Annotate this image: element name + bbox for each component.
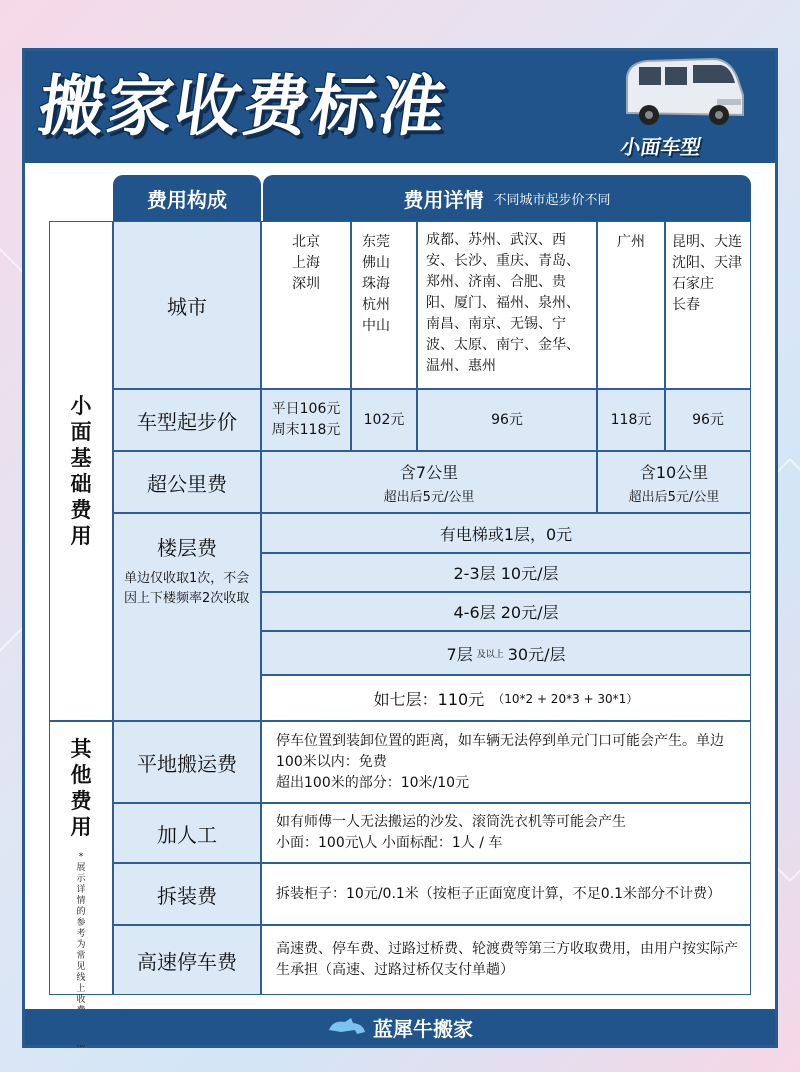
other-label-cell <box>113 925 261 995</box>
other-label-cell <box>113 803 261 863</box>
extra-labor-text: 如有师傅一人无法搬运的沙发、滚筒洗衣机等可能会产生 小面：100元\人 小面标配：1人 / 车 <box>276 814 626 851</box>
city-group-2: 东莞 佛山 珠海 杭州 中山 <box>362 234 390 334</box>
floor-row <box>261 631 751 675</box>
fee-table <box>25 163 775 1003</box>
floor-row <box>261 513 751 553</box>
km-label-cell <box>113 451 261 513</box>
city-label: 城市 <box>167 294 207 319</box>
section-basic-fees <box>49 221 113 721</box>
floor-tier-3: 4-6层 20元/层 <box>453 603 559 622</box>
price-card <box>22 48 778 1048</box>
km-included-2: 含10公里 <box>639 462 709 482</box>
km-cell <box>597 451 751 513</box>
floor-example-row <box>261 675 751 721</box>
floor-tier-2: 2-3层 10元/层 <box>453 564 559 583</box>
header-composition <box>113 175 261 221</box>
km-included-1: 含7公里 <box>399 462 459 482</box>
header-col2-note: 不同城市起步价不同 <box>493 192 611 208</box>
start-price-label-cell <box>113 389 261 451</box>
floor-tier-1: 有电梯或1层，0元 <box>439 524 573 544</box>
start-price-2: 102元 <box>363 411 405 428</box>
start-price-5: 96元 <box>692 411 724 428</box>
floor-tier-4-floor: 7层 <box>446 644 473 664</box>
page-title: 搬家收费标准 <box>33 68 453 145</box>
vehicle-tag: 小面车型 <box>618 135 703 159</box>
other-label-cell <box>113 721 261 803</box>
city-group-3: 成都、苏州、武汉、西安、长沙、重庆、青岛、郑州、济南、合肥、贵阳、厦门、福州、泉州、南昌、南京、无锡、宁波、太原、南宁、金华、温州、惠州 <box>426 232 580 374</box>
side-note: *展示详情的参考为常见线上收 <box>76 852 86 1005</box>
start-price-cell <box>351 389 417 451</box>
km-label: 超公里费 <box>147 471 227 496</box>
other-text-cell <box>261 721 751 803</box>
header-col1-label: 费用构成 <box>147 187 227 212</box>
city-group-1: 北京 上海 深圳 <box>292 234 320 292</box>
city-cell <box>261 221 351 389</box>
km-cell <box>261 451 597 513</box>
brand-name: 蓝犀牛搬家 <box>373 1016 473 1041</box>
city-group-4: 广州 <box>617 234 645 250</box>
floor-example-formula: （10*2 + 20*3 + 30*1） <box>492 691 639 706</box>
toll-parking-text: 高速费、停车费、过路过桥费、轮渡费等第三方收取费用，由用户按实际产生承担（高速、过路过桥仅支付单趟） <box>276 941 738 978</box>
floor-row <box>261 553 751 592</box>
start-price-cell <box>665 389 751 451</box>
start-price-1: 平日106元 周末118元 <box>271 401 341 438</box>
start-price-label: 车型起步价 <box>137 409 237 434</box>
assembly-text: 拆装柜子：10元/0.1米（按柜子正面宽度计算，不足0.1米部分不计费） <box>276 885 722 902</box>
km-extra-2: 超出后5元/公里 <box>628 489 720 505</box>
flat-carry-label: 平地搬运费 <box>137 751 237 776</box>
floor-example: 如七层：110元 <box>373 689 485 709</box>
header-details <box>263 175 751 221</box>
city-label-cell <box>113 221 261 389</box>
toll-parking-label: 高速停车费 <box>137 949 237 974</box>
other-text-cell <box>261 925 751 995</box>
section-other-fees <box>49 721 113 1005</box>
rhino-logo-icon <box>327 1016 367 1038</box>
header-col2-label: 费用详情 <box>403 187 484 212</box>
title-banner <box>25 51 775 163</box>
section-basic-label: 小面基础费用 <box>70 394 92 548</box>
assembly-label: 拆装费 <box>157 883 217 908</box>
start-price-cell <box>261 389 351 451</box>
floor-note: 单边仅收取1次，不会因上下楼频率2次收取 <box>124 571 250 606</box>
km-extra-1: 超出后5元/公里 <box>383 489 475 505</box>
van-icon <box>617 55 747 131</box>
floor-row <box>261 592 751 631</box>
city-cell <box>417 221 597 389</box>
extra-labor-label: 加人工 <box>157 822 217 847</box>
floor-label: 楼层费 <box>157 536 217 560</box>
floor-tier-4-above: 及以上 <box>476 649 504 660</box>
other-text-cell <box>261 803 751 863</box>
start-price-3: 96元 <box>491 411 523 428</box>
start-price-cell <box>417 389 597 451</box>
start-price-cell <box>597 389 665 451</box>
floor-tier-4-price: 30元/层 <box>507 644 566 664</box>
start-price-4: 118元 <box>610 411 652 428</box>
section-other-label: 其他费用 <box>70 737 92 839</box>
city-cell <box>351 221 417 389</box>
other-label-cell <box>113 863 261 925</box>
city-cell <box>665 221 751 389</box>
city-group-5: 昆明、大连 沈阳、天津 石家庄 长春 <box>672 234 742 313</box>
floor-label-cell <box>113 513 261 721</box>
other-text-cell <box>261 863 751 925</box>
brand-footer <box>25 1009 775 1045</box>
city-cell <box>597 221 665 389</box>
flat-carry-text: 停车位置到装卸位置的距离，如车辆无法停到单元门口可能会产生。单边100米以内：免费 超出100米的部分：10米/10元 <box>276 732 724 791</box>
